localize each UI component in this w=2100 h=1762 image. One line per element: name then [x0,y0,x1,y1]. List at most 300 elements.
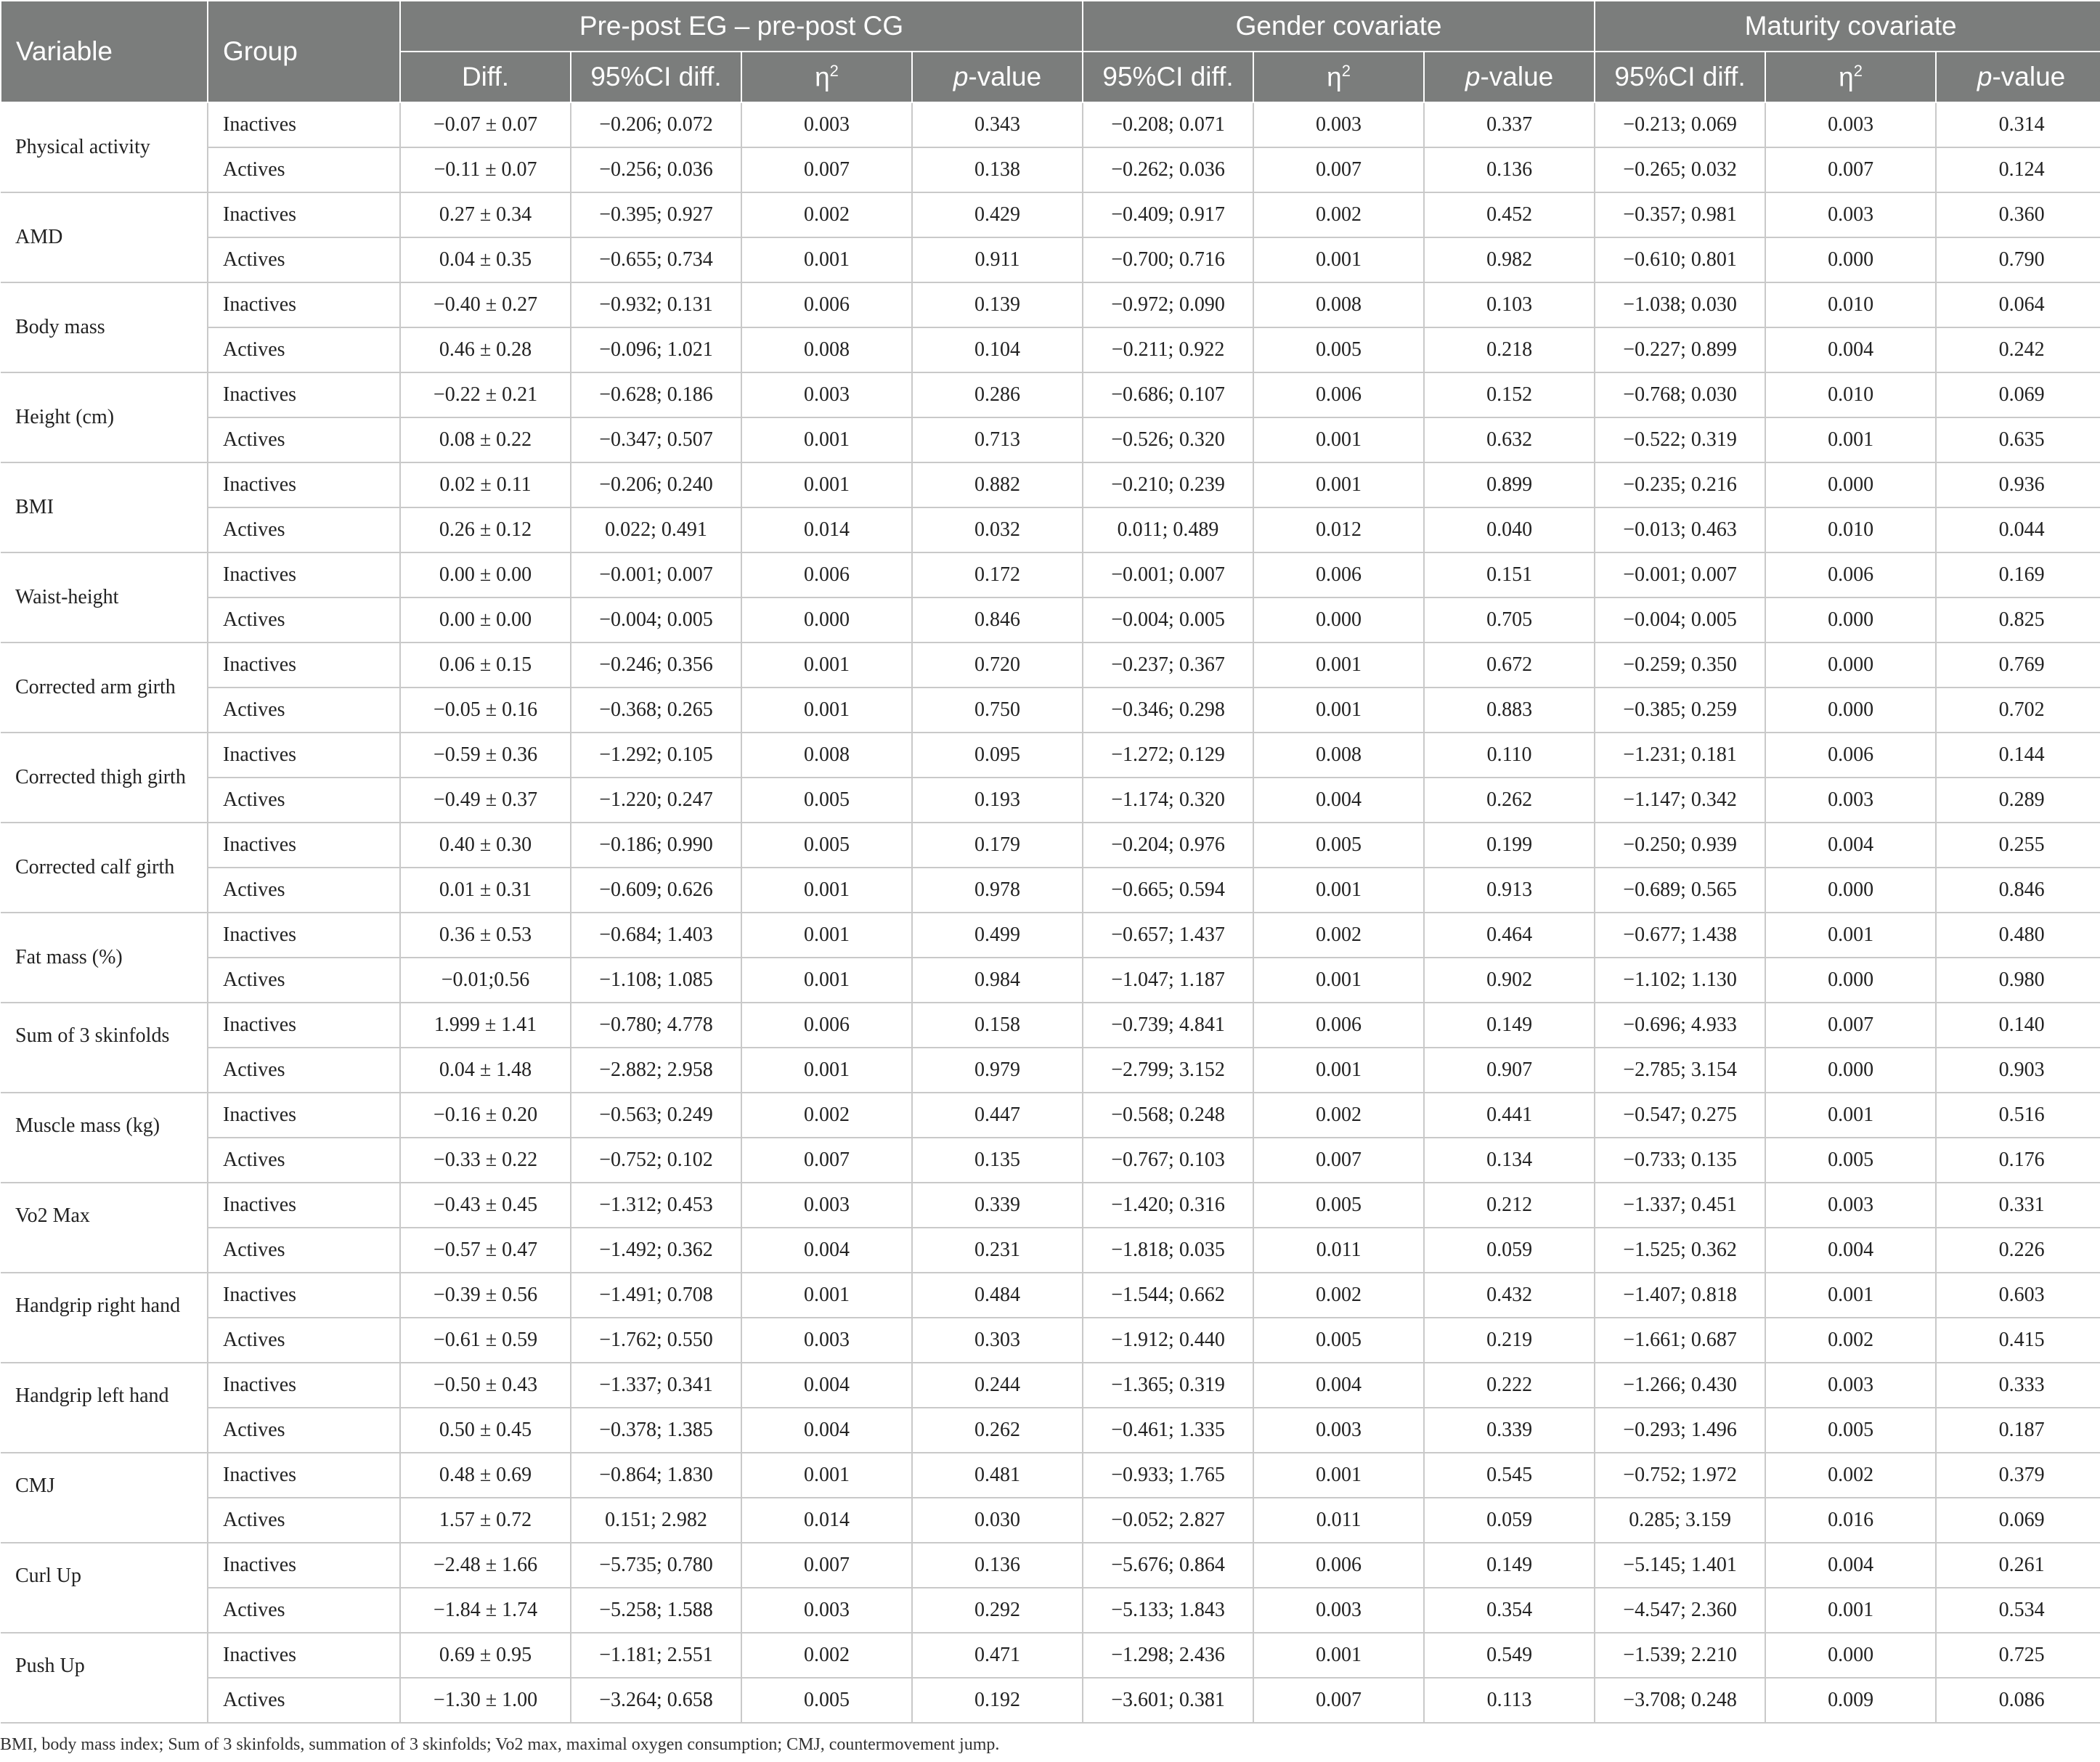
value-cell: −0.43 ± 0.45 [400,1183,571,1228]
value-cell: 0.825 [1936,597,2100,643]
group-cell: Inactives [208,1093,400,1138]
value-cell: 1.999 ± 1.41 [400,1003,571,1048]
group-cell: Actives [208,868,400,913]
variable-cell: Corrected arm girth [1,643,208,733]
table-row [1,733,2100,778]
value-cell: 0.001 [1253,1633,1424,1678]
value-cell: 0.26 ± 0.12 [400,507,571,552]
table-row [1,1093,2100,1138]
value-cell: −0.347; 0.507 [571,417,741,462]
value-cell: 0.218 [1424,327,1595,372]
group-cell: Inactives [208,1633,400,1678]
value-cell: 0.000 [1765,237,1936,282]
value-cell: 0.001 [741,1453,912,1498]
value-cell: −0.186; 0.990 [571,823,741,868]
value-cell: −1.181; 2.551 [571,1633,741,1678]
value-cell: 0.110 [1424,733,1595,778]
value-cell: 0.135 [912,1138,1083,1183]
value-cell: 0.702 [1936,688,2100,733]
value-cell: 0.001 [741,958,912,1003]
value-cell: 0.499 [912,913,1083,958]
group-cell: Actives [208,958,400,1003]
value-cell: 0.262 [912,1408,1083,1453]
value-cell: 0.004 [1765,327,1936,372]
value-cell: 0.005 [1253,327,1424,372]
value-cell: 0.255 [1936,823,2100,868]
header-pre-post: Pre-post EG – pre-post CG [400,1,1083,52]
value-cell: −0.004; 0.005 [1083,597,1253,643]
value-cell: 0.001 [741,417,912,462]
value-cell: −0.628; 0.186 [571,372,741,417]
value-cell: −0.657; 1.437 [1083,913,1253,958]
value-cell: 0.006 [1253,1543,1424,1588]
value-cell: 0.007 [1253,1678,1424,1723]
group-cell: Actives [208,778,400,823]
value-cell: 0.002 [1253,913,1424,958]
group-cell: Inactives [208,462,400,507]
value-cell: 0.113 [1424,1678,1595,1723]
value-cell: −0.357; 0.981 [1595,192,1765,237]
value-cell: −1.174; 0.320 [1083,778,1253,823]
value-cell: 0.001 [1765,913,1936,958]
table-header [1,1,2100,102]
table-row [1,507,2100,552]
value-cell: 0.069 [1936,1498,2100,1543]
value-cell: −1.539; 2.210 [1595,1633,1765,1678]
value-cell: 0.000 [1765,688,1936,733]
value-cell: 0.006 [741,1003,912,1048]
value-cell: −2.785; 3.154 [1595,1048,1765,1093]
value-cell: 0.750 [912,688,1083,733]
value-cell: 0.010 [1765,282,1936,327]
value-cell: −0.752; 1.972 [1595,1453,1765,1498]
header-group: Group [208,1,400,102]
value-cell: −1.337; 0.341 [571,1363,741,1408]
value-cell: 0.360 [1936,192,2100,237]
table-row [1,823,2100,868]
value-cell: −0.700; 0.716 [1083,237,1253,282]
value-cell: 0.003 [1253,102,1424,147]
value-cell: −1.84 ± 1.74 [400,1588,571,1633]
value-cell: 0.010 [1765,507,1936,552]
value-cell: 0.003 [1765,778,1936,823]
value-cell: 0.846 [912,597,1083,643]
header-ci: 95%CI diff. [571,52,741,102]
value-cell: 0.149 [1424,1003,1595,1048]
value-cell: −1.047; 1.187 [1083,958,1253,1003]
value-cell: 0.725 [1936,1633,2100,1678]
value-cell: 0.007 [1253,147,1424,192]
value-cell: −2.48 ± 1.66 [400,1543,571,1588]
value-cell: 0.001 [1253,868,1424,913]
value-cell: 0.331 [1936,1183,2100,1228]
value-cell: 0.005 [1253,1318,1424,1363]
value-cell: 0.000 [1765,1633,1936,1678]
value-cell: 0.016 [1765,1498,1936,1543]
value-cell: 0.00 ± 0.00 [400,597,571,643]
value-cell: −1.30 ± 1.00 [400,1678,571,1723]
value-cell: 0.979 [912,1048,1083,1093]
value-cell: 0.002 [741,1093,912,1138]
variable-cell: Muscle mass (kg) [1,1093,208,1183]
group-cell: Actives [208,147,400,192]
value-cell: 0.006 [1253,1003,1424,1048]
value-cell: 0.011 [1253,1498,1424,1543]
group-cell: Inactives [208,1183,400,1228]
value-cell: 0.003 [741,1318,912,1363]
value-cell: −0.256; 0.036 [571,147,741,192]
table-row [1,958,2100,1003]
value-cell: −0.259; 0.350 [1595,643,1765,688]
value-cell: 0.672 [1424,643,1595,688]
value-cell: 0.005 [741,778,912,823]
value-cell: 0.27 ± 0.34 [400,192,571,237]
value-cell: 0.158 [912,1003,1083,1048]
value-cell: 0.005 [1253,823,1424,868]
group-cell: Actives [208,237,400,282]
value-cell: 0.516 [1936,1093,2100,1138]
value-cell: 0.136 [1424,147,1595,192]
value-cell: 0.193 [912,778,1083,823]
value-cell: 0.339 [1424,1408,1595,1453]
variable-cell: Corrected calf girth [1,823,208,913]
value-cell: −0.665; 0.594 [1083,868,1253,913]
value-cell: −0.16 ± 0.20 [400,1093,571,1138]
value-cell: −0.265; 0.032 [1595,147,1765,192]
value-cell: 0.907 [1424,1048,1595,1093]
value-cell: −0.768; 0.030 [1595,372,1765,417]
value-cell: 0.124 [1936,147,2100,192]
group-cell: Actives [208,597,400,643]
value-cell: 0.001 [741,868,912,913]
header-ci: 95%CI diff. [1083,52,1253,102]
value-cell: −0.522; 0.319 [1595,417,1765,462]
variable-cell: BMI [1,462,208,552]
variable-cell: Handgrip left hand [1,1363,208,1453]
value-cell: −0.767; 0.103 [1083,1138,1253,1183]
value-cell: −0.206; 0.240 [571,462,741,507]
value-cell: 0.48 ± 0.69 [400,1453,571,1498]
value-cell: 0.06 ± 0.15 [400,643,571,688]
value-cell: 0.004 [741,1408,912,1453]
table-row [1,102,2100,147]
value-cell: −0.293; 1.496 [1595,1408,1765,1453]
value-cell: 0.103 [1424,282,1595,327]
value-cell: 0.549 [1424,1633,1595,1678]
value-cell: −0.752; 0.102 [571,1138,741,1183]
group-cell: Inactives [208,823,400,868]
value-cell: 0.064 [1936,282,2100,327]
value-cell: 0.01 ± 0.31 [400,868,571,913]
value-cell: −0.206; 0.072 [571,102,741,147]
value-cell: 0.001 [1765,417,1936,462]
variable-cell: Body mass [1,282,208,372]
value-cell: 0.001 [741,643,912,688]
value-cell: 0.480 [1936,913,2100,958]
value-cell: 0.002 [1253,1273,1424,1318]
value-cell: 0.199 [1424,823,1595,868]
variable-cell: Handgrip right hand [1,1273,208,1363]
value-cell: 0.044 [1936,507,2100,552]
variable-cell: Curl Up [1,1543,208,1633]
value-cell: −0.50 ± 0.43 [400,1363,571,1408]
value-cell: 0.000 [741,597,912,643]
value-cell: 0.02 ± 0.11 [400,462,571,507]
value-cell: −0.780; 4.778 [571,1003,741,1048]
value-cell: −1.038; 0.030 [1595,282,1765,327]
variable-cell: CMJ [1,1453,208,1543]
value-cell: 0.242 [1936,327,2100,372]
value-cell: 0.286 [912,372,1083,417]
value-cell: −1.491; 0.708 [571,1273,741,1318]
value-cell: 0.001 [1765,1273,1936,1318]
variable-cell: Vo2 Max [1,1183,208,1273]
value-cell: 0.138 [912,147,1083,192]
value-cell: −0.568; 0.248 [1083,1093,1253,1138]
table-row [1,1048,2100,1093]
value-cell: 0.104 [912,327,1083,372]
value-cell: 0.095 [912,733,1083,778]
value-cell: 0.004 [1765,1228,1936,1273]
variable-cell: AMD [1,192,208,282]
value-cell: 0.011; 0.489 [1083,507,1253,552]
value-cell: 0.007 [741,1138,912,1183]
value-cell: −0.61 ± 0.59 [400,1318,571,1363]
value-cell: 0.003 [741,372,912,417]
variable-cell: Corrected thigh girth [1,733,208,823]
value-cell: 0.040 [1424,507,1595,552]
value-cell: −0.346; 0.298 [1083,688,1253,733]
value-cell: −4.547; 2.360 [1595,1588,1765,1633]
group-cell: Actives [208,327,400,372]
value-cell: 0.984 [912,958,1083,1003]
group-cell: Actives [208,1228,400,1273]
value-cell: 0.40 ± 0.30 [400,823,571,868]
value-cell: 0.002 [1765,1453,1936,1498]
group-cell: Actives [208,417,400,462]
value-cell: 0.980 [1936,958,2100,1003]
table-row [1,462,2100,507]
group-cell: Inactives [208,1363,400,1408]
value-cell: −0.409; 0.917 [1083,192,1253,237]
value-cell: −0.739; 4.841 [1083,1003,1253,1048]
group-cell: Inactives [208,552,400,597]
value-cell: −0.250; 0.939 [1595,823,1765,868]
value-cell: −0.235; 0.216 [1595,462,1765,507]
value-cell: 0.244 [912,1363,1083,1408]
value-cell: 0.303 [912,1318,1083,1363]
value-cell: −1.912; 0.440 [1083,1318,1253,1363]
value-cell: −0.052; 2.827 [1083,1498,1253,1543]
value-cell: 0.134 [1424,1138,1595,1183]
value-cell: −0.246; 0.356 [571,643,741,688]
value-cell: 0.014 [741,507,912,552]
group-cell: Actives [208,1048,400,1093]
value-cell: 0.006 [1253,372,1424,417]
value-cell: −0.004; 0.005 [571,597,741,643]
value-cell: 0.882 [912,462,1083,507]
value-cell: 0.001 [741,237,912,282]
value-cell: 0.001 [741,462,912,507]
header-diff: Diff. [400,52,571,102]
value-cell: 0.001 [1765,1588,1936,1633]
value-cell: 1.57 ± 0.72 [400,1498,571,1543]
value-cell: 0.001 [1253,1048,1424,1093]
value-cell: −1.661; 0.687 [1595,1318,1765,1363]
value-cell: 0.187 [1936,1408,2100,1453]
value-cell: −0.385; 0.259 [1595,688,1765,733]
value-cell: −1.525; 0.362 [1595,1228,1765,1273]
value-cell: 0.00 ± 0.00 [400,552,571,597]
value-cell: 0.222 [1424,1363,1595,1408]
table-row [1,1408,2100,1453]
value-cell: 0.978 [912,868,1083,913]
value-cell: −5.133; 1.843 [1083,1588,1253,1633]
value-cell: 0.030 [912,1498,1083,1543]
value-cell: 0.003 [1765,1363,1936,1408]
value-cell: −0.864; 1.830 [571,1453,741,1498]
value-cell: 0.172 [912,552,1083,597]
value-cell: 0.002 [1253,192,1424,237]
value-cell: 0.285; 3.159 [1595,1498,1765,1543]
group-cell: Actives [208,1138,400,1183]
table-row [1,688,2100,733]
value-cell: −1.544; 0.662 [1083,1273,1253,1318]
group-cell: Inactives [208,733,400,778]
value-cell: 0.464 [1424,913,1595,958]
value-cell: 0.001 [1253,462,1424,507]
value-cell: 0.000 [1765,958,1936,1003]
value-cell: 0.008 [741,327,912,372]
value-cell: −0.33 ± 0.22 [400,1138,571,1183]
value-cell: −0.59 ± 0.36 [400,733,571,778]
value-cell: −1.337; 0.451 [1595,1183,1765,1228]
value-cell: 0.086 [1936,1678,2100,1723]
value-cell: 0.003 [1765,1183,1936,1228]
value-cell: 0.140 [1936,1003,2100,1048]
value-cell: 0.001 [741,1048,912,1093]
value-cell: 0.008 [741,733,912,778]
value-cell: 0.192 [912,1678,1083,1723]
value-cell: 0.04 ± 0.35 [400,237,571,282]
value-cell: −1.818; 0.035 [1083,1228,1253,1273]
table-row [1,417,2100,462]
value-cell: 0.846 [1936,868,2100,913]
value-cell: 0.769 [1936,643,2100,688]
value-cell: 0.169 [1936,552,2100,597]
value-cell: −1.147; 0.342 [1595,778,1765,823]
table-row [1,643,2100,688]
value-cell: −1.407; 0.818 [1595,1273,1765,1318]
value-cell: 0.001 [1253,1453,1424,1498]
value-cell: 0.004 [741,1228,912,1273]
table-row [1,1543,2100,1588]
value-cell: 0.010 [1765,372,1936,417]
value-cell: 0.004 [741,1363,912,1408]
variable-cell: Sum of 3 skinfolds [1,1003,208,1093]
value-cell: 0.001 [741,688,912,733]
value-cell: 0.003 [741,102,912,147]
value-cell: 0.713 [912,417,1083,462]
value-cell: −5.145; 1.401 [1595,1543,1765,1588]
variable-cell: Physical activity [1,102,208,192]
value-cell: 0.004 [1253,778,1424,823]
value-cell: 0.354 [1424,1588,1595,1633]
header-p-value: p-value [1424,52,1595,102]
value-cell: −1.102; 1.130 [1595,958,1765,1003]
value-cell: 0.911 [912,237,1083,282]
table-row [1,778,2100,823]
value-cell: −0.001; 0.007 [1595,552,1765,597]
header-p-value: p-value [1936,52,2100,102]
group-cell: Inactives [208,192,400,237]
group-cell: Actives [208,507,400,552]
value-cell: −1.231; 0.181 [1595,733,1765,778]
value-cell: 0.447 [912,1093,1083,1138]
value-cell: 0.152 [1424,372,1595,417]
value-cell: −0.11 ± 0.07 [400,147,571,192]
value-cell: −3.264; 0.658 [571,1678,741,1723]
value-cell: −0.001; 0.007 [1083,552,1253,597]
variable-cell: Waist-height [1,552,208,643]
value-cell: 0.36 ± 0.53 [400,913,571,958]
value-cell: 0.883 [1424,688,1595,733]
group-cell: Actives [208,1408,400,1453]
value-cell: 0.022; 0.491 [571,507,741,552]
value-cell: 0.002 [1765,1318,1936,1363]
group-cell: Inactives [208,1453,400,1498]
value-cell: 0.343 [912,102,1083,147]
value-cell: 0.032 [912,507,1083,552]
value-cell: −0.013; 0.463 [1595,507,1765,552]
value-cell: 0.262 [1424,778,1595,823]
group-cell: Inactives [208,913,400,958]
table-row [1,1318,2100,1363]
value-cell: −1.266; 0.430 [1595,1363,1765,1408]
value-cell: −0.610; 0.801 [1595,237,1765,282]
value-cell: 0.441 [1424,1093,1595,1138]
value-cell: −1.365; 0.319 [1083,1363,1253,1408]
table-row [1,1588,2100,1633]
value-cell: 0.139 [912,282,1083,327]
value-cell: −0.655; 0.734 [571,237,741,282]
variable-cell: Fat mass (%) [1,913,208,1003]
value-cell: −0.49 ± 0.37 [400,778,571,823]
value-cell: 0.007 [741,1543,912,1588]
value-cell: −0.05 ± 0.16 [400,688,571,733]
table-row [1,1228,2100,1273]
value-cell: 0.006 [741,282,912,327]
value-cell: 0.001 [1253,643,1424,688]
value-cell: 0.000 [1253,597,1424,643]
value-cell: −5.676; 0.864 [1083,1543,1253,1588]
value-cell: 0.337 [1424,102,1595,147]
value-cell: 0.913 [1424,868,1595,913]
value-cell: 0.151; 2.982 [571,1498,741,1543]
value-cell: 0.635 [1936,417,2100,462]
table-row [1,1633,2100,1678]
value-cell: 0.006 [1253,552,1424,597]
value-cell: −0.684; 1.403 [571,913,741,958]
value-cell: 0.176 [1936,1138,2100,1183]
value-cell: 0.429 [912,192,1083,237]
value-cell: 0.004 [1253,1363,1424,1408]
group-cell: Inactives [208,643,400,688]
table-row [1,237,2100,282]
value-cell: −0.526; 0.320 [1083,417,1253,462]
value-cell: −0.07 ± 0.07 [400,102,571,147]
value-cell: 0.011 [1253,1228,1424,1273]
